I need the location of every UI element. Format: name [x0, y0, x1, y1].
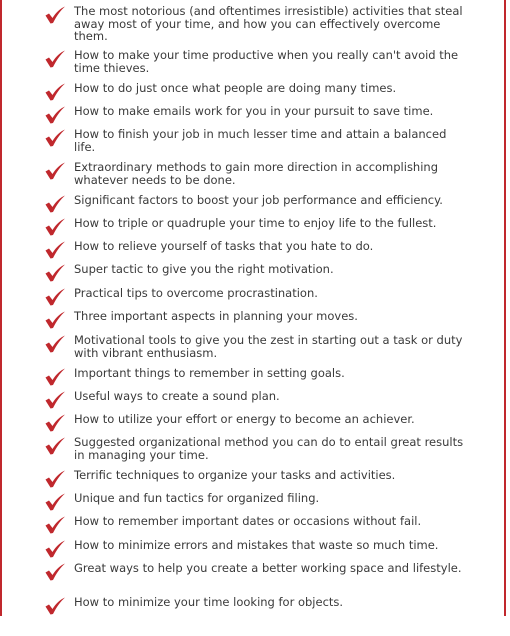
check-mark-icon [44, 493, 66, 511]
check-mark-icon [44, 264, 66, 282]
list-item-text: Useful ways to create a sound plan. [74, 389, 280, 403]
list-item-text: How to minimize errors and mistakes that waste so much time. [74, 538, 439, 552]
check-mark-icon [44, 391, 66, 409]
check-mark-icon [44, 83, 66, 101]
check-mark-icon [44, 50, 66, 68]
list-item-text: Important things to remember in setting goals. [74, 366, 345, 380]
check-mark-icon [44, 288, 66, 306]
list-item [44, 5, 484, 45]
list-item-text: How to relieve yourself of tasks that you hate to do. [74, 239, 374, 253]
check-mark-icon [44, 414, 66, 432]
list-item-text: How to make emails work for you in your pursuit to save time. [74, 104, 434, 118]
check-mark-icon [44, 218, 66, 236]
list-item-text: How to finish your job in much lesser time and attain a balanced life. [74, 127, 447, 154]
check-mark-icon [44, 311, 66, 329]
check-mark-icon [44, 335, 66, 353]
list-item-text: Extraordinary methods to gain more direction in accomplishing whatever needs to be done. [74, 160, 439, 187]
list-item-text: Super tactic to give you the right motivation. [74, 262, 334, 276]
check-mark-icon [44, 368, 66, 386]
list-item-text: How to make your time productive when you really can't avoid the time thieves. [74, 48, 459, 75]
list-item-text: The most notorious (and oftentimes irresistible) activities that steal away most of your time, and how you can effectively overcome them. [74, 4, 463, 43]
list-item-text: Unique and fun tactics for organized filing. [74, 491, 320, 505]
list-item-text: How to utilize your effort or energy to become an achiever. [74, 412, 415, 426]
list-item-text: How to remember important dates or occasions without fail. [74, 514, 422, 528]
list-item-text: Significant factors to boost your job performance and efficiency. [74, 193, 443, 207]
check-mark-icon [44, 540, 66, 558]
list-item-text: Practical tips to overcome procrastination. [74, 286, 318, 300]
check-mark-icon [44, 516, 66, 534]
list-item-text: How to triple or quadruple your time to enjoy life to the fullest. [74, 216, 437, 230]
check-mark-icon [44, 563, 66, 581]
list-item [44, 596, 484, 636]
list-item-text: Great ways to help you create a better working space and lifestyle. [74, 561, 462, 575]
list-item-text: Motivational tools to give you the zest in starting out a task or duty with vibrant enthusiasm. [74, 333, 463, 360]
list-item-text: Suggested organizational method you can do to entail great results in managing your time. [74, 435, 464, 462]
check-mark-icon [44, 162, 66, 180]
list-item-text: Terrific techniques to organize your tasks and activities. [74, 468, 396, 482]
check-mark-icon [44, 470, 66, 488]
list-item-text: How to do just once what people are doing many times. [74, 81, 397, 95]
check-mark-icon [44, 6, 66, 24]
check-mark-icon [44, 241, 66, 259]
check-mark-icon [44, 195, 66, 213]
check-mark-icon [44, 129, 66, 147]
list-item-text: Three important aspects in planning your moves. [74, 309, 358, 323]
check-mark-icon [44, 106, 66, 124]
check-mark-icon [44, 437, 66, 455]
list-item-text: How to minimize your time looking for objects. [74, 595, 344, 609]
